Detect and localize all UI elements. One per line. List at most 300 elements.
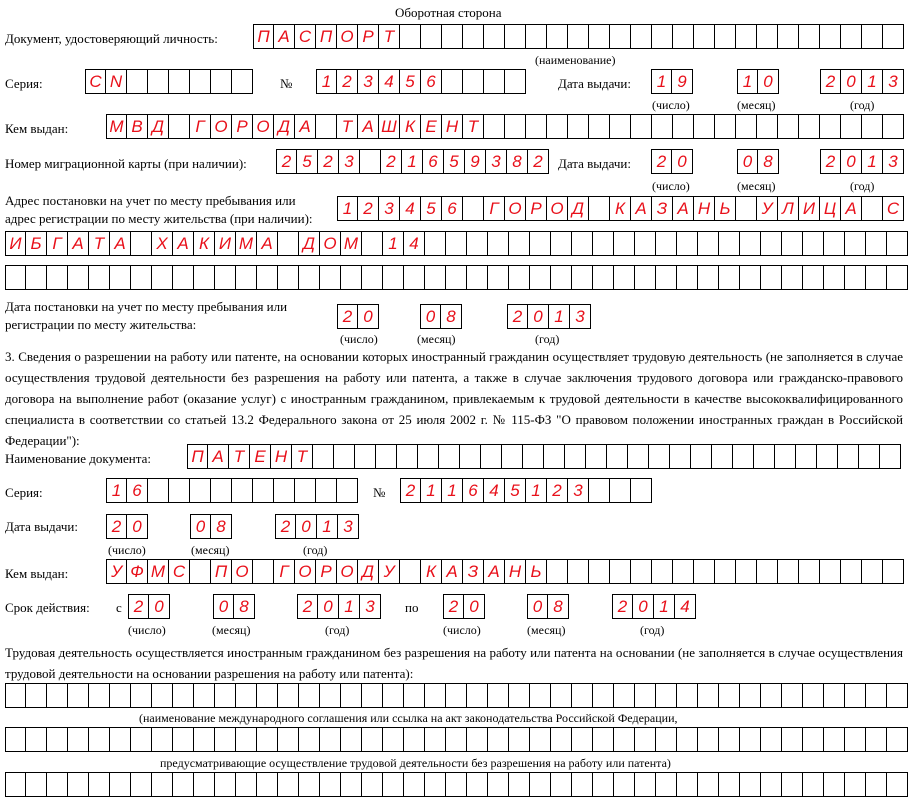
- section3-paragraph: 3. Сведения о разрешении на работу или патенте, на основании которых иностранный гражданин осуществляет трудовую деятельность (не заполняется в случае осуществления трудовой деятельности без разрешения на работу или патента, а также в случае заключения трудового договора или гражданско-правового договора на выполнение работ (оказание услуг) с иностранным гражданином, привлекаемым к трудовой деятельности в качестве высококвалифицированного специалиста в соответствии со статьей 13.2 Федерального закона от 25 июля 2002 г. № 115-ФЗ "О правовом положении иностранных граждан в Российской Федерации"):: [5, 349, 903, 448]
- char-cell: [467, 265, 488, 290]
- without-permit-caption1: (наименование международного соглашения или ссылка на акт законодательства Российской Федерации,: [139, 711, 678, 725]
- permit-issue-year-field[interactable]: [275, 514, 359, 539]
- char-cell: 2: [651, 149, 672, 174]
- char-cell: [502, 444, 523, 469]
- char-cell: [152, 727, 173, 752]
- char-cell: [152, 772, 173, 797]
- char-cell: [610, 478, 631, 503]
- permit-issued-by-field[interactable]: [106, 559, 904, 584]
- issued-by-label: Кем выдан:: [5, 121, 69, 136]
- char-cell: [782, 231, 803, 256]
- char-cell: [446, 727, 467, 752]
- char-cell: [778, 559, 799, 584]
- char-cell: [572, 231, 593, 256]
- char-cell: [568, 114, 589, 139]
- char-cell: [278, 772, 299, 797]
- char-cell: [761, 727, 782, 752]
- char-cell: [467, 231, 488, 256]
- char-cell: [526, 24, 547, 49]
- char-cell: 9: [465, 149, 486, 174]
- char-cell: [883, 114, 904, 139]
- char-cell: 0: [633, 594, 654, 619]
- char-cell: 6: [127, 478, 148, 503]
- series-label: Серия:: [5, 76, 43, 91]
- char-cell: [862, 24, 883, 49]
- char-cell: [215, 265, 236, 290]
- char-cell: [887, 231, 908, 256]
- char-cell: 1: [317, 514, 338, 539]
- char-cell: [824, 265, 845, 290]
- char-cell: 0: [296, 514, 317, 539]
- char-cell: [523, 444, 544, 469]
- without-permit-row2-field[interactable]: [5, 727, 908, 752]
- char-cell: О: [547, 196, 568, 221]
- char-cell: 4: [404, 231, 425, 256]
- char-cell: [656, 683, 677, 708]
- validity-from-year-field[interactable]: [297, 594, 381, 619]
- char-cell: 0: [213, 594, 234, 619]
- char-cell: У: [106, 559, 127, 584]
- char-cell: [362, 683, 383, 708]
- char-cell: О: [253, 114, 274, 139]
- char-cell: А: [358, 114, 379, 139]
- char-cell: 8: [441, 304, 462, 329]
- year-caption: (год): [640, 623, 665, 637]
- char-cell: [488, 683, 509, 708]
- char-cell: [530, 231, 551, 256]
- char-cell: [778, 114, 799, 139]
- char-cell: [799, 114, 820, 139]
- char-cell: [425, 231, 446, 256]
- char-cell: [698, 231, 719, 256]
- char-cell: [715, 114, 736, 139]
- char-cell: Е: [250, 444, 271, 469]
- char-cell: [505, 24, 526, 49]
- validity-from-label: с: [116, 600, 122, 615]
- char-cell: [467, 683, 488, 708]
- without-permit-row3-field[interactable]: [5, 772, 908, 797]
- char-cell: А: [68, 231, 89, 256]
- char-cell: 0: [672, 149, 693, 174]
- char-cell: 6: [421, 69, 442, 94]
- char-cell: [610, 114, 631, 139]
- char-cell: [425, 772, 446, 797]
- char-cell: [740, 231, 761, 256]
- char-cell: [341, 772, 362, 797]
- char-cell: [761, 265, 782, 290]
- char-cell: [841, 114, 862, 139]
- char-cell: [152, 683, 173, 708]
- char-cell: П: [187, 444, 208, 469]
- char-cell: З: [463, 559, 484, 584]
- char-cell: [551, 727, 572, 752]
- char-cell: [152, 265, 173, 290]
- char-cell: [299, 683, 320, 708]
- char-cell: [26, 265, 47, 290]
- year-caption: (год): [325, 623, 350, 637]
- char-cell: [547, 559, 568, 584]
- registration-year-field[interactable]: [507, 304, 591, 329]
- char-cell: [232, 69, 253, 94]
- char-cell: В: [127, 114, 148, 139]
- char-cell: [341, 265, 362, 290]
- char-cell: [5, 265, 26, 290]
- char-cell: [803, 265, 824, 290]
- char-cell: [698, 683, 719, 708]
- char-cell: [887, 727, 908, 752]
- char-cell: 8: [507, 149, 528, 174]
- char-cell: [694, 559, 715, 584]
- year-caption: (год): [850, 98, 875, 112]
- migration-year-field[interactable]: [820, 149, 904, 174]
- char-cell: [610, 24, 631, 49]
- char-cell: 5: [421, 196, 442, 221]
- char-cell: 1: [862, 69, 883, 94]
- issue-year-field[interactable]: [820, 69, 904, 94]
- char-cell: [509, 231, 530, 256]
- char-cell: [316, 114, 337, 139]
- char-cell: А: [631, 196, 652, 221]
- char-cell: У: [757, 196, 778, 221]
- year-caption: (год): [535, 332, 560, 346]
- char-cell: Л: [778, 196, 799, 221]
- char-cell: [862, 559, 883, 584]
- char-cell: А: [295, 114, 316, 139]
- without-permit-row1-field[interactable]: [5, 683, 908, 708]
- permit-issue-day-field[interactable]: [106, 514, 148, 539]
- char-cell: 3: [883, 149, 904, 174]
- char-cell: М: [148, 559, 169, 584]
- validity-to-month-field[interactable]: [527, 594, 569, 619]
- char-cell: [610, 559, 631, 584]
- char-cell: [530, 727, 551, 752]
- char-cell: 1: [442, 478, 463, 503]
- char-cell: [740, 683, 761, 708]
- char-cell: [173, 772, 194, 797]
- char-cell: 2: [337, 304, 358, 329]
- char-cell: [757, 559, 778, 584]
- issue-month-field[interactable]: [737, 69, 779, 94]
- month-caption: (месяц): [212, 623, 251, 637]
- migration-month-field[interactable]: [737, 149, 779, 174]
- address-row1-field[interactable]: [337, 196, 904, 221]
- validity-to-label: по: [405, 600, 419, 615]
- char-cell: Е: [421, 114, 442, 139]
- char-cell: [698, 772, 719, 797]
- char-cell: [631, 114, 652, 139]
- char-cell: [467, 727, 488, 752]
- char-cell: [530, 265, 551, 290]
- char-cell: [169, 478, 190, 503]
- identity-doc-field[interactable]: [253, 24, 904, 49]
- char-cell: [509, 683, 530, 708]
- char-cell: [593, 231, 614, 256]
- number-field[interactable]: [316, 69, 526, 94]
- char-cell: [505, 69, 526, 94]
- char-cell: [803, 231, 824, 256]
- char-cell: 1: [737, 69, 758, 94]
- char-cell: [631, 24, 652, 49]
- char-cell: Ц: [820, 196, 841, 221]
- char-cell: [782, 727, 803, 752]
- char-cell: [530, 772, 551, 797]
- without-permit-paragraph: Трудовая деятельность осуществляется иностранным гражданином без разрешения на работу или патента на основании (не заполняется в случае осуществления трудовой деятельности на основании разрешения на работу или патента):: [5, 645, 903, 681]
- char-cell: [463, 69, 484, 94]
- char-cell: [68, 265, 89, 290]
- char-cell: [68, 727, 89, 752]
- month-caption: (месяц): [191, 543, 230, 557]
- char-cell: Г: [47, 231, 68, 256]
- char-cell: [334, 444, 355, 469]
- issued-by-field[interactable]: [106, 114, 904, 139]
- char-cell: 1: [337, 196, 358, 221]
- char-cell: [631, 559, 652, 584]
- char-cell: 0: [127, 514, 148, 539]
- char-cell: Ф: [127, 559, 148, 584]
- permit-issue-month-field[interactable]: [190, 514, 232, 539]
- char-cell: [740, 727, 761, 752]
- char-cell: Г: [274, 559, 295, 584]
- char-cell: [887, 265, 908, 290]
- char-cell: Р: [526, 196, 547, 221]
- char-cell: [656, 231, 677, 256]
- char-cell: [463, 196, 484, 221]
- char-cell: А: [173, 231, 194, 256]
- char-cell: [820, 559, 841, 584]
- char-cell: А: [257, 231, 278, 256]
- char-cell: Д: [274, 114, 295, 139]
- char-cell: [320, 727, 341, 752]
- char-cell: 8: [548, 594, 569, 619]
- char-cell: 6: [463, 478, 484, 503]
- char-cell: 9: [672, 69, 693, 94]
- char-cell: [383, 772, 404, 797]
- char-cell: Ь: [715, 196, 736, 221]
- char-cell: [442, 24, 463, 49]
- char-cell: Г: [190, 114, 211, 139]
- registration-day-field[interactable]: [337, 304, 379, 329]
- char-cell: [803, 772, 824, 797]
- char-cell: [572, 683, 593, 708]
- char-cell: [761, 772, 782, 797]
- day-caption: (число): [108, 543, 146, 557]
- char-cell: [236, 683, 257, 708]
- migration-card-label: Номер миграционной карты (при наличии):: [5, 156, 247, 171]
- char-cell: [589, 559, 610, 584]
- char-cell: 2: [318, 149, 339, 174]
- char-cell: [551, 265, 572, 290]
- char-cell: [862, 114, 883, 139]
- char-cell: [509, 772, 530, 797]
- char-cell: [754, 444, 775, 469]
- char-cell: [635, 265, 656, 290]
- char-cell: [824, 727, 845, 752]
- char-cell: [488, 727, 509, 752]
- char-cell: Н: [694, 196, 715, 221]
- char-cell: 0: [149, 594, 170, 619]
- char-cell: [547, 24, 568, 49]
- validity-from-day-field[interactable]: [128, 594, 170, 619]
- char-cell: [376, 444, 397, 469]
- char-cell: [89, 772, 110, 797]
- char-cell: [194, 727, 215, 752]
- char-cell: Н: [442, 114, 463, 139]
- char-cell: 2: [547, 478, 568, 503]
- char-cell: [362, 231, 383, 256]
- char-cell: [799, 24, 820, 49]
- char-cell: [446, 265, 467, 290]
- char-cell: [628, 444, 649, 469]
- char-cell: [194, 683, 215, 708]
- month-caption: (месяц): [737, 98, 776, 112]
- char-cell: [278, 231, 299, 256]
- char-cell: [484, 69, 505, 94]
- char-cell: 4: [400, 196, 421, 221]
- char-cell: [614, 231, 635, 256]
- char-cell: [736, 114, 757, 139]
- permit-doc-name-label: Наименование документа:: [5, 451, 151, 466]
- char-cell: 4: [484, 478, 505, 503]
- char-cell: 0: [190, 514, 211, 539]
- char-cell: [715, 559, 736, 584]
- validity-to-year-field[interactable]: [612, 594, 696, 619]
- char-cell: [253, 478, 274, 503]
- char-cell: Т: [463, 114, 484, 139]
- char-cell: [761, 231, 782, 256]
- address-row3-field[interactable]: [5, 265, 908, 290]
- char-cell: [418, 444, 439, 469]
- char-cell: [656, 727, 677, 752]
- permit-issued-by-label: Кем выдан:: [5, 566, 69, 581]
- char-cell: Н: [271, 444, 292, 469]
- char-cell: [274, 478, 295, 503]
- char-cell: [719, 772, 740, 797]
- char-cell: [883, 24, 904, 49]
- validity-from-month-field[interactable]: [213, 594, 255, 619]
- char-cell: 1: [383, 231, 404, 256]
- char-cell: Т: [229, 444, 250, 469]
- char-cell: 5: [505, 478, 526, 503]
- char-cell: О: [295, 559, 316, 584]
- char-cell: [362, 727, 383, 752]
- without-permit-caption2: предусматривающие осуществление трудовой деятельности без разрешения на работу или патента): [160, 756, 671, 770]
- char-cell: [614, 683, 635, 708]
- char-cell: [148, 478, 169, 503]
- char-cell: [736, 24, 757, 49]
- char-cell: [866, 683, 887, 708]
- char-cell: [295, 478, 316, 503]
- char-cell: А: [673, 196, 694, 221]
- char-cell: 3: [338, 514, 359, 539]
- char-cell: [803, 727, 824, 752]
- char-cell: О: [211, 114, 232, 139]
- address-label-line2: адрес регистрации по месту жительства (при наличии):: [5, 211, 313, 226]
- char-cell: [47, 772, 68, 797]
- char-cell: [859, 444, 880, 469]
- address-row2-field[interactable]: [5, 231, 908, 256]
- series-field[interactable]: [85, 69, 253, 94]
- char-cell: [845, 683, 866, 708]
- char-cell: [341, 727, 362, 752]
- char-cell: [880, 444, 901, 469]
- char-cell: [5, 683, 26, 708]
- char-cell: [316, 478, 337, 503]
- char-cell: [775, 444, 796, 469]
- migration-day-field[interactable]: [651, 149, 693, 174]
- year-caption: (год): [303, 543, 328, 557]
- char-cell: П: [316, 24, 337, 49]
- permit-number-field[interactable]: [400, 478, 652, 503]
- char-cell: [383, 265, 404, 290]
- char-cell: А: [484, 559, 505, 584]
- migration-issue-label: Дата выдачи:: [558, 156, 632, 171]
- char-cell: Б: [26, 231, 47, 256]
- char-cell: 1: [316, 69, 337, 94]
- char-cell: [257, 265, 278, 290]
- char-cell: И: [5, 231, 26, 256]
- char-cell: [698, 727, 719, 752]
- char-cell: [26, 683, 47, 708]
- char-cell: [194, 265, 215, 290]
- migration-card-field[interactable]: [276, 149, 549, 174]
- month-caption: (месяц): [527, 623, 566, 637]
- char-cell: [169, 69, 190, 94]
- char-cell: [631, 478, 652, 503]
- char-cell: [841, 24, 862, 49]
- char-cell: [568, 24, 589, 49]
- char-cell: [360, 149, 381, 174]
- day-caption: (число): [443, 623, 481, 637]
- char-cell: [446, 683, 467, 708]
- permit-doc-name-field[interactable]: [187, 444, 901, 469]
- char-cell: [866, 727, 887, 752]
- char-cell: [299, 265, 320, 290]
- char-cell: [215, 727, 236, 752]
- char-cell: [887, 683, 908, 708]
- char-cell: [313, 444, 334, 469]
- validity-to-day-field[interactable]: [443, 594, 485, 619]
- month-caption: (месяц): [417, 332, 456, 346]
- char-cell: 1: [651, 69, 672, 94]
- registration-month-field[interactable]: [420, 304, 462, 329]
- char-cell: 2: [276, 149, 297, 174]
- char-cell: [677, 683, 698, 708]
- char-cell: C: [85, 69, 106, 94]
- day-caption: (число): [128, 623, 166, 637]
- char-cell: [694, 24, 715, 49]
- char-cell: С: [295, 24, 316, 49]
- permit-series-field[interactable]: [106, 478, 358, 503]
- char-cell: [733, 444, 754, 469]
- char-cell: [544, 444, 565, 469]
- char-cell: [173, 727, 194, 752]
- char-cell: 8: [211, 514, 232, 539]
- char-cell: [404, 772, 425, 797]
- char-cell: [383, 683, 404, 708]
- char-cell: 2: [443, 594, 464, 619]
- char-cell: 8: [758, 149, 779, 174]
- issue-day-field[interactable]: [651, 69, 693, 94]
- char-cell: [68, 683, 89, 708]
- char-cell: [257, 683, 278, 708]
- char-cell: [488, 265, 509, 290]
- char-cell: [26, 772, 47, 797]
- char-cell: [817, 444, 838, 469]
- char-cell: [719, 727, 740, 752]
- char-cell: [362, 772, 383, 797]
- char-cell: [652, 114, 673, 139]
- char-cell: С: [169, 559, 190, 584]
